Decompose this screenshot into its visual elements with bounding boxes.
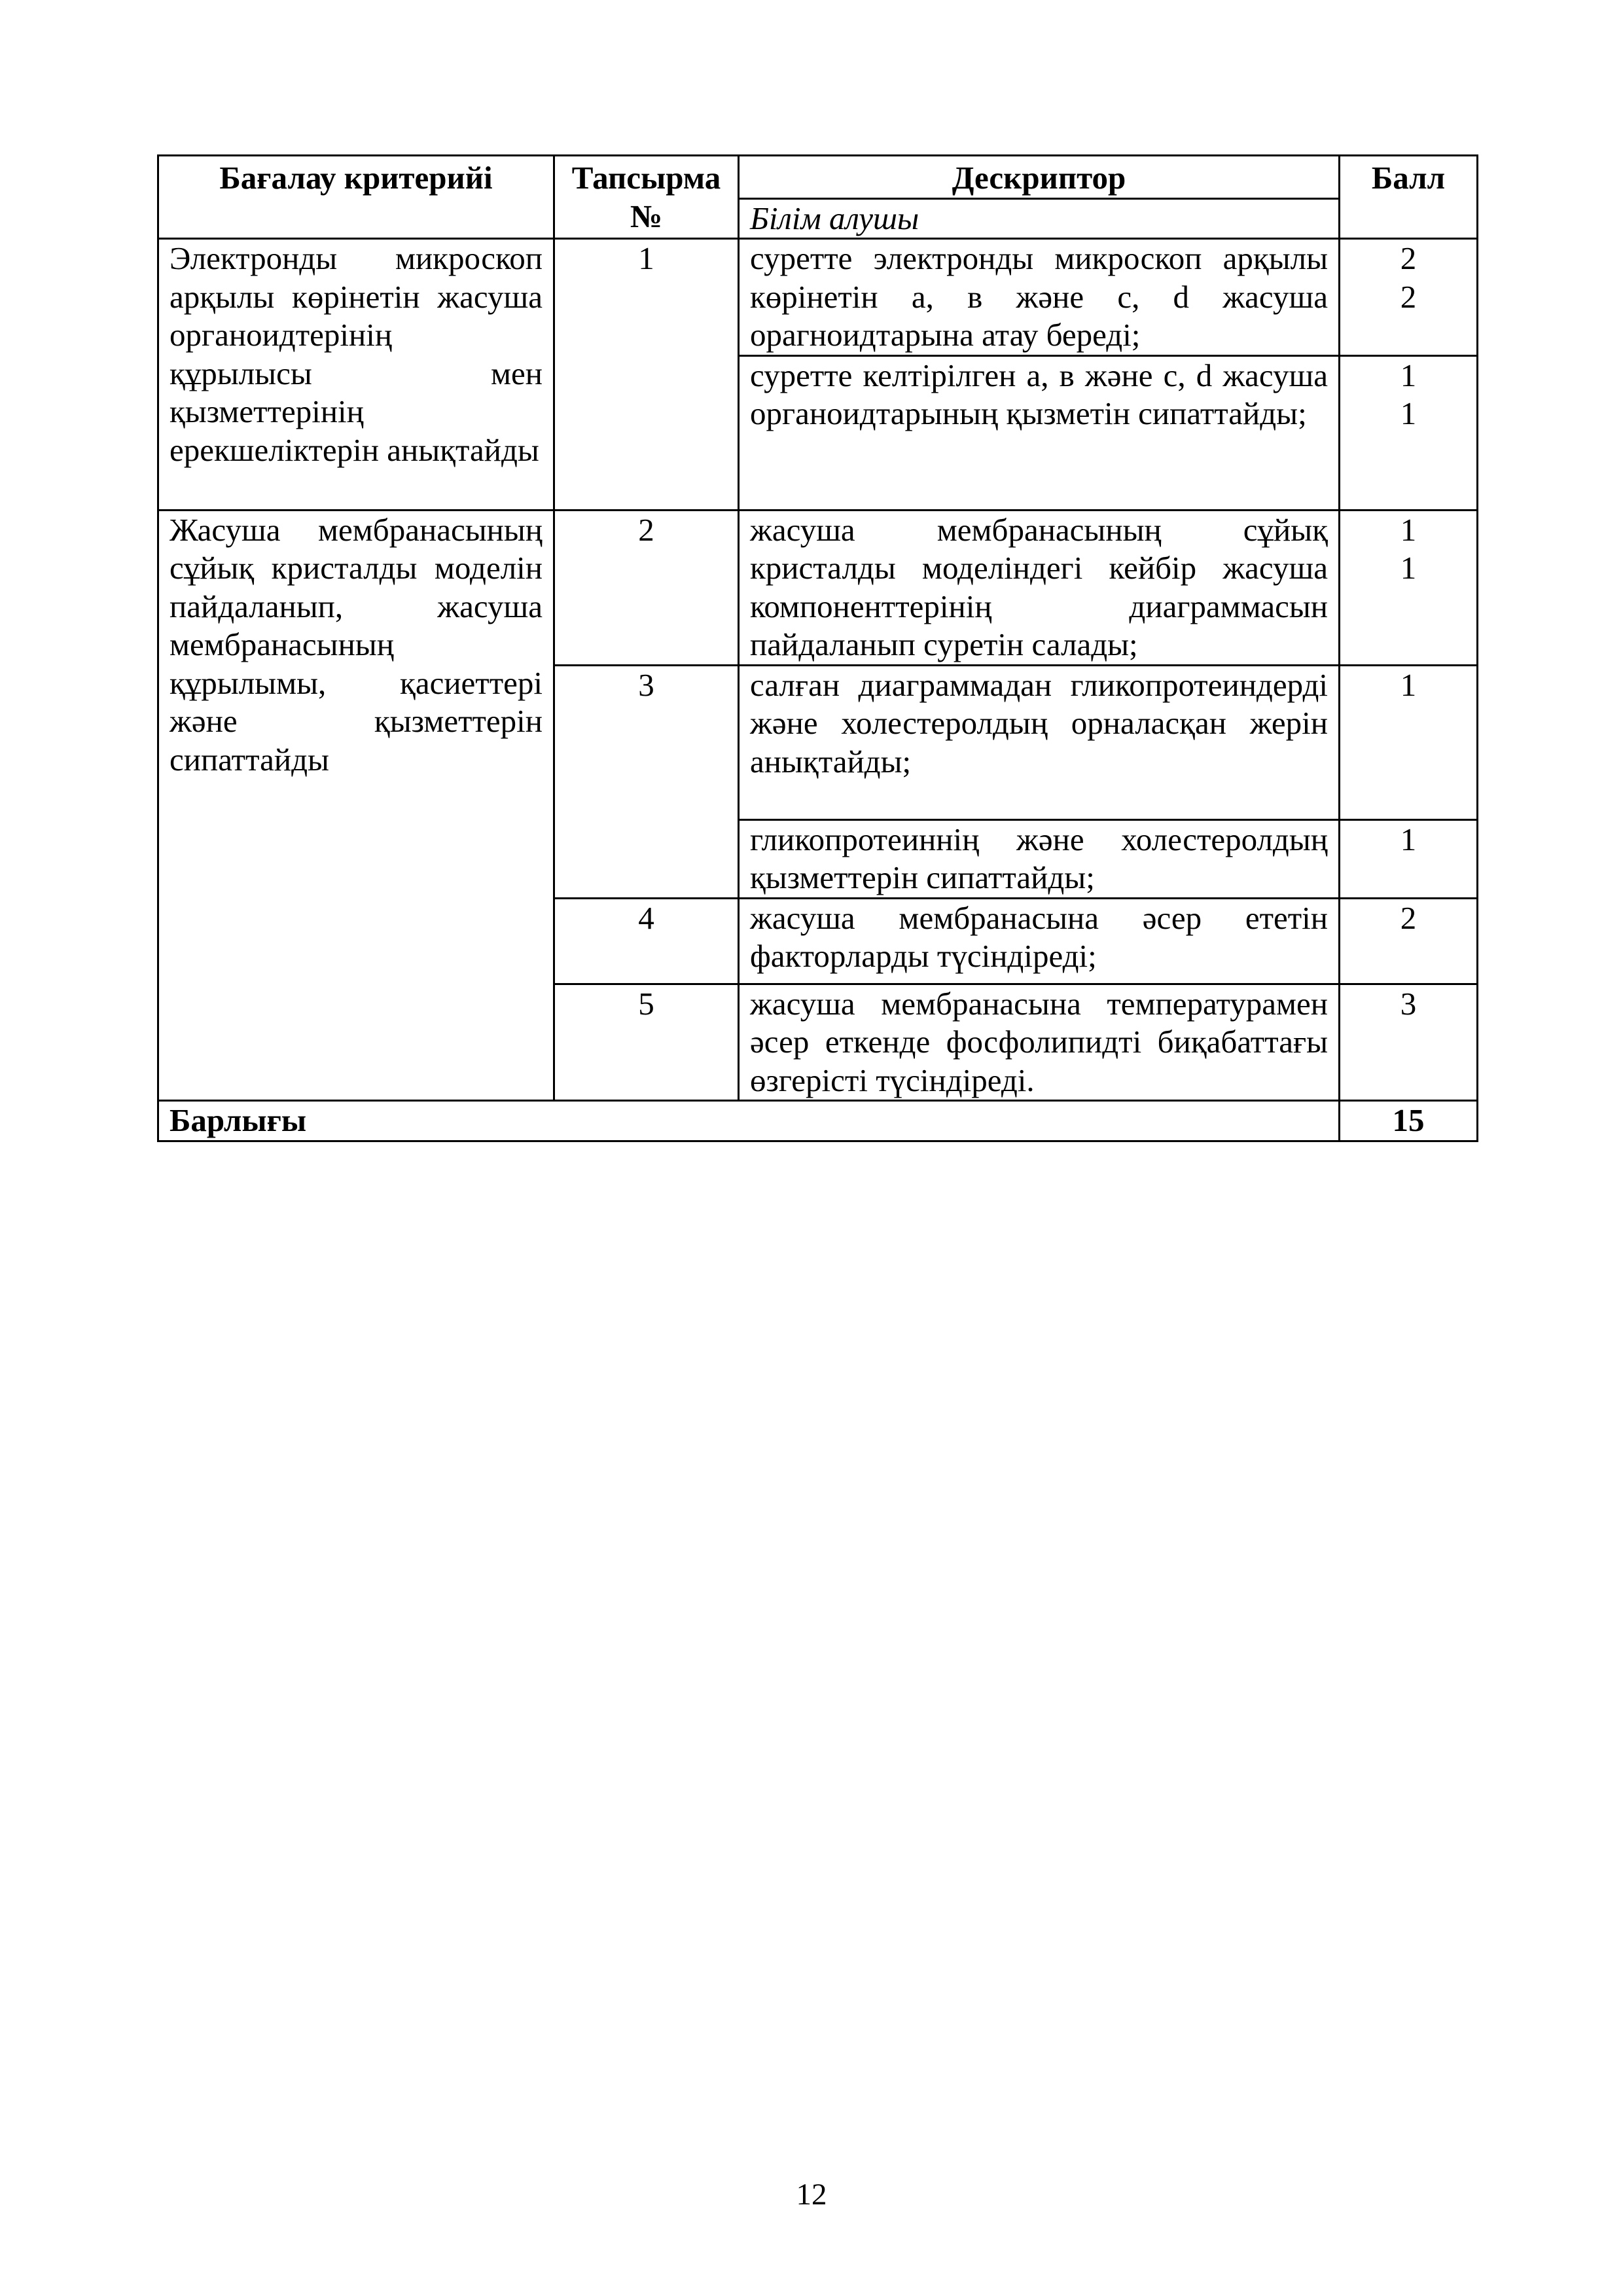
points-cell: 1 1	[1340, 510, 1478, 665]
descriptor-cell: жасуша мембранасына температурамен әсер еткенде фосфолипидті биқабаттағы өзгерісті түсіндіреді.	[739, 984, 1340, 1101]
table-row	[158, 239, 1478, 356]
descriptor-cell: гликопротеиннің және холестеролдың қызметтерін сипаттайды;	[739, 819, 1340, 898]
task-number-cell: 2	[554, 510, 739, 665]
task-number-cell: 5	[554, 984, 739, 1101]
points-cell: 2	[1340, 898, 1478, 984]
header-descriptor: Дескриптор	[739, 156, 1340, 199]
points-cell: 1 1	[1340, 355, 1478, 510]
header-criterion: Бағалау критерийі	[158, 156, 554, 239]
criterion-cell: Электронды микроскоп арқылы көрінетін жасуша органоидтерінің құрылысы мен қызметтерінің ерекшеліктерін анықтайды	[158, 239, 554, 511]
total-points: 15	[1340, 1101, 1478, 1141]
header-descriptor-subtitle: Білім алушы	[739, 198, 1340, 239]
assessment-rubric-table	[157, 154, 1478, 1142]
total-row	[158, 1101, 1478, 1141]
header-row	[158, 156, 1478, 199]
criterion-cell: Жасуша мембранасының сұйық кристалды моделін пайдаланып, жасуша мембранасының құрылымы, қасиеттері және қызметтерін сипаттайды	[158, 510, 554, 1101]
table-row	[158, 510, 1478, 665]
task-number-cell: 3	[554, 665, 739, 898]
points-cell: 1	[1340, 819, 1478, 898]
points-cell: 3	[1340, 984, 1478, 1101]
descriptor-cell: жасуша мембранасына әсер ететін факторларды түсіндіреді;	[739, 898, 1340, 984]
descriptor-cell: суретте электронды микроскоп арқылы көрінетін а, в және с, d жасуша орагноидтарына атау береді;	[739, 239, 1340, 356]
descriptor-cell: жасуша мембранасының сұйық кристалды моделіндегі кейбір жасуша компоненттерінің диаграммасын пайдаланып суретін салады;	[739, 510, 1340, 665]
page-number: 12	[796, 2178, 827, 2212]
points-cell: 1	[1340, 665, 1478, 819]
points-cell: 2 2	[1340, 239, 1478, 356]
task-number-cell: 4	[554, 898, 739, 984]
descriptor-cell: суретте келтірілген а, в және с, d жасуша органоидтарының қызметін сипаттайды;	[739, 355, 1340, 510]
header-points: Балл	[1340, 156, 1478, 239]
total-label: Барлығы	[158, 1101, 1340, 1141]
header-task-number: Тапсырма №	[554, 156, 739, 239]
descriptor-cell: салған диаграммадан гликопротеиндерді және холестеролдың орналасқан жерін анықтайды;	[739, 665, 1340, 819]
task-number-cell: 1	[554, 239, 739, 511]
